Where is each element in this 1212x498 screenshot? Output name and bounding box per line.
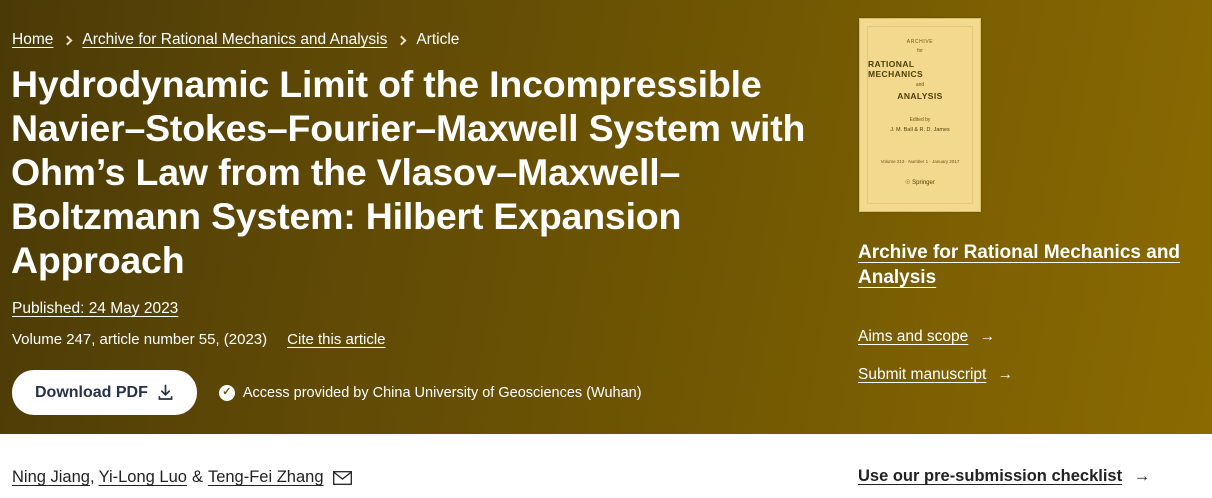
submit-manuscript-label: Submit manuscript (858, 366, 987, 383)
download-icon (157, 384, 174, 401)
download-row (12, 370, 642, 415)
author-link-2[interactable]: Yi-Long Luo (98, 468, 187, 486)
cover-line-and: and (915, 82, 925, 88)
download-pdf-label: Download PDF (35, 383, 148, 401)
breadcrumb (12, 30, 459, 50)
breadcrumb-link-home[interactable]: Home (12, 31, 54, 48)
pre-submission-checklist-link[interactable] (858, 467, 1150, 486)
journal-title-link[interactable]: Archive for Rational Mechanics and Analysis (858, 242, 1181, 288)
published-date[interactable]: Published: 24 May 2023 (12, 300, 179, 317)
cover-line-rational-mechanics: RATIONAL MECHANICS (868, 59, 924, 79)
cover-publisher: ☉ Springer (905, 180, 935, 186)
cover-editors: J. M. Ball & R. D. James (890, 127, 950, 133)
cover-line-for: for (917, 48, 923, 54)
page-title: Hydrodynamic Limit of the Incompressible Navier–Stokes–Fourier–Maxwell System with Ohm’s Law from the Vlasov–Maxwell–Boltzmann System: Hilbert Expansion Approach (11, 63, 806, 281)
arrow-right-icon: → (997, 366, 1014, 383)
cover-editors-label: Edited by (909, 117, 931, 123)
breadcrumb-link-journal[interactable]: Archive for Rational Mechanics and Analysis (82, 31, 388, 48)
author-link-3[interactable]: Teng-Fei Zhang (207, 468, 324, 486)
submit-manuscript-link[interactable] (858, 366, 1013, 384)
author-list (12, 468, 352, 487)
cover-issue-line: Volume 213 · Number 1 · January 2017 (880, 159, 960, 164)
aims-and-scope-link[interactable] (858, 328, 995, 346)
cover-line-archive: ARCHIVE (906, 39, 934, 45)
cite-this-article-link[interactable]: Cite this article (287, 331, 386, 348)
aims-and-scope-label: Aims and scope (858, 328, 969, 345)
arrow-right-icon: → (979, 328, 996, 345)
chevron-right-icon (397, 35, 407, 45)
authors-band (0, 434, 1212, 498)
access-provided-note (219, 385, 642, 401)
access-provided-text: Access provided by China University of Geosciences (Wuhan) (242, 384, 642, 401)
author-ampersand: & (191, 468, 203, 486)
author-link-1[interactable]: Ning Jiang (12, 468, 90, 486)
volume-info: Volume 247, article number 55, (2023) (12, 331, 268, 348)
cover-line-analysis: ANALYSIS (897, 91, 943, 101)
author-separator: , (89, 468, 95, 486)
breadcrumb-current: Article (416, 31, 460, 48)
volume-info-row (12, 331, 386, 348)
pre-submission-checklist-label: Use our pre-submission checklist (858, 467, 1123, 485)
journal-cover-image[interactable] (859, 18, 981, 212)
check-icon: ✓ (219, 385, 235, 401)
download-pdf-button[interactable] (12, 370, 197, 415)
envelope-icon[interactable] (333, 471, 352, 485)
chevron-right-icon (63, 35, 73, 45)
arrow-right-icon: → (1133, 467, 1151, 485)
journal-cover-inner (867, 26, 973, 204)
